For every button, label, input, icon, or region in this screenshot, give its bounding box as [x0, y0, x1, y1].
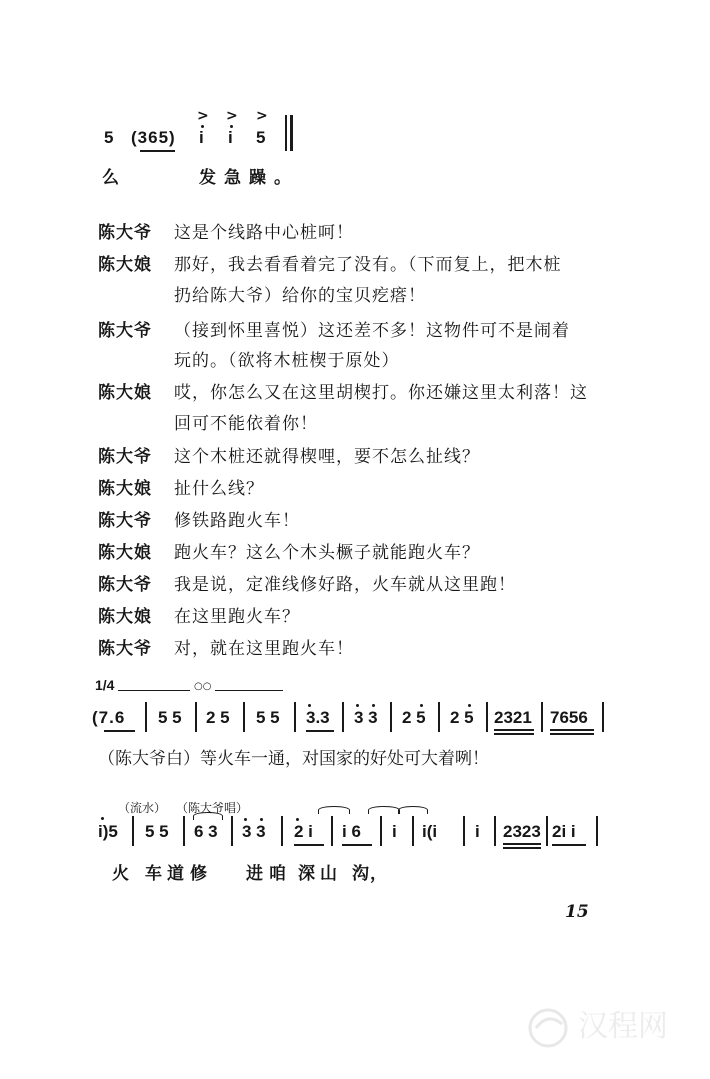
speaker: 陈大爷 [98, 639, 152, 659]
tie-line [118, 690, 190, 691]
barline [183, 816, 185, 846]
score-note: 2321 [494, 708, 532, 727]
dialogue-line: 在这里跑火车？ [174, 607, 300, 627]
svg-text:汉程网: 汉程网 [578, 1009, 668, 1044]
accent-mark: > [256, 108, 268, 124]
beam-underline [494, 729, 534, 731]
score-note: 3 3 [242, 822, 266, 841]
beam-underline [550, 733, 594, 735]
speaker: 陈大娘 [98, 479, 152, 499]
barline [285, 115, 287, 151]
slur-arc [368, 806, 400, 814]
fermata-mark: ○○ [194, 681, 212, 692]
score-note: 5 5 [256, 708, 280, 727]
high-dot [260, 818, 263, 821]
score-note: 2323 [503, 822, 541, 841]
beam-underline [503, 847, 541, 849]
speaker: 陈大爷 [98, 321, 152, 341]
barline [243, 702, 245, 732]
note-1: i [199, 128, 204, 147]
high-dot [101, 817, 104, 820]
dialogue-line: 扯什么线？ [174, 479, 264, 499]
accent-mark: > [226, 108, 238, 124]
high-dot [356, 704, 359, 707]
lyric-syllable: 进 [246, 864, 264, 884]
lyric-syllable: 深 [298, 864, 316, 884]
dialogue-line: 这是个线路中心桩呵！ [174, 223, 354, 243]
tie-line [215, 690, 283, 691]
lyric-syllable: 么 [102, 168, 120, 188]
score-note: 2 i [294, 822, 313, 841]
time-signature: 1/4 [95, 677, 115, 693]
speaker: 陈大爷 [98, 575, 152, 595]
barline [342, 702, 344, 732]
speaker: 陈大爷 [98, 511, 152, 531]
barline [486, 702, 488, 732]
watermark-logo [518, 998, 698, 1062]
speaker: 陈大爷 [98, 223, 152, 243]
lyric-syllable: 山 [320, 864, 338, 884]
barline [412, 816, 414, 846]
dialogue-line: 修铁路跑火车！ [174, 511, 300, 531]
speaker: 陈大娘 [98, 383, 152, 403]
beam-underline [342, 844, 372, 846]
high-dot [420, 704, 423, 707]
lyric-syllable: 咱 [269, 864, 287, 884]
note-5: 5 [256, 128, 266, 147]
score-note: 5 5 [145, 822, 169, 841]
barline [602, 702, 604, 732]
speaker: 陈大娘 [98, 255, 152, 275]
barline [494, 816, 496, 846]
score-note: i)5 [98, 822, 118, 841]
high-dot [468, 704, 471, 707]
speaker: 陈大娘 [98, 543, 152, 563]
dialogue-line: 这个木桩还就得楔哩，要不怎么扯线？ [174, 447, 480, 467]
speaker: 陈大爷 [98, 447, 152, 467]
lyric-syllable: 修 [190, 864, 208, 884]
score-note: 3.3 [306, 708, 330, 727]
barline [380, 816, 382, 846]
score-note: i [392, 822, 397, 841]
beam-underline [306, 730, 334, 732]
high-dot [296, 818, 299, 821]
beam-underline [294, 844, 324, 846]
lyric-syllable: 火 [112, 864, 130, 884]
dialogue-line: 回可不能依着你！ [174, 414, 318, 434]
beam-underline [552, 844, 586, 846]
high-dot [372, 704, 375, 707]
lyric-syllables: 发急躁。 [199, 168, 299, 188]
barline [541, 702, 543, 732]
tempo-mark: （流水） [118, 801, 167, 815]
dialogue-line: 那好，我去看看着完了没有。（下而复上，把木桩 [174, 255, 562, 275]
dialogue-line: 对，就在这里跑火车！ [174, 639, 354, 659]
barline [438, 702, 440, 732]
dialogue-line: 哎，你怎么又在这里胡楔打。你还嫌这里太利落！这 [174, 383, 588, 403]
score-note: i [475, 822, 480, 841]
beam-underline [104, 730, 135, 732]
dialogue-line: 玩的。（欲将木桩楔于原处） [174, 351, 400, 371]
beam-underline [503, 843, 541, 845]
score-note: 2i i [552, 822, 576, 841]
slur-arc [193, 812, 223, 820]
slur-arc [398, 806, 428, 814]
score-note: 2 5 [402, 708, 426, 727]
dialogue-line: （接到怀里喜悦）这还差不多！这物件可不是闹着 [174, 321, 570, 341]
barline [331, 816, 333, 846]
score-note: 5 5 [158, 708, 182, 727]
lyric-syllable: 车 [145, 864, 163, 884]
high-dot [308, 704, 311, 707]
barline [463, 816, 465, 846]
barline [390, 702, 392, 732]
dialogue-line: 跑火车？这么个木头橛子就能跑火车？ [174, 543, 480, 563]
barline [145, 702, 147, 732]
dialogue-line: 我是说，定准线修好路，火车就从这里跑！ [174, 575, 516, 595]
barline [596, 816, 598, 846]
high-dot [244, 818, 247, 821]
note-1: i [228, 128, 233, 147]
speaker: 陈大娘 [98, 607, 152, 627]
barline [281, 816, 283, 846]
lyric-syllable: 道 [167, 864, 185, 884]
barline [132, 816, 134, 846]
page-number: 15 [565, 902, 589, 922]
spoken-line: （陈大爷白）等火车一通，对国家的好处可大着咧！ [98, 749, 489, 769]
performer-mark: （陈大爷唱） [176, 801, 249, 815]
accent-mark: > [197, 108, 209, 124]
beam-underline [550, 729, 594, 731]
score-note: 6 3 [194, 822, 218, 841]
dialogue-line: 扔给陈大爷）给你的宝贝疙瘩！ [174, 286, 426, 306]
score-note: 2 5 [450, 708, 474, 727]
slur-arc [318, 806, 350, 814]
score-note: 3 3 [354, 708, 378, 727]
final-barline [290, 115, 293, 151]
score-note: i 6 [342, 822, 361, 841]
lyric-syllable: 沟， [352, 864, 388, 884]
score-note: 2 5 [206, 708, 230, 727]
note-group: (365) [131, 128, 176, 147]
score-note: 7656 [550, 708, 588, 727]
score-note: i(i [422, 822, 438, 841]
barline [195, 702, 197, 732]
barline [546, 816, 548, 846]
barline [294, 702, 296, 732]
barline [231, 816, 233, 846]
score-note: (7.6 [92, 708, 126, 727]
note-5: 5 [104, 128, 114, 147]
beam-underline [494, 733, 534, 735]
beam-underline [140, 150, 175, 152]
